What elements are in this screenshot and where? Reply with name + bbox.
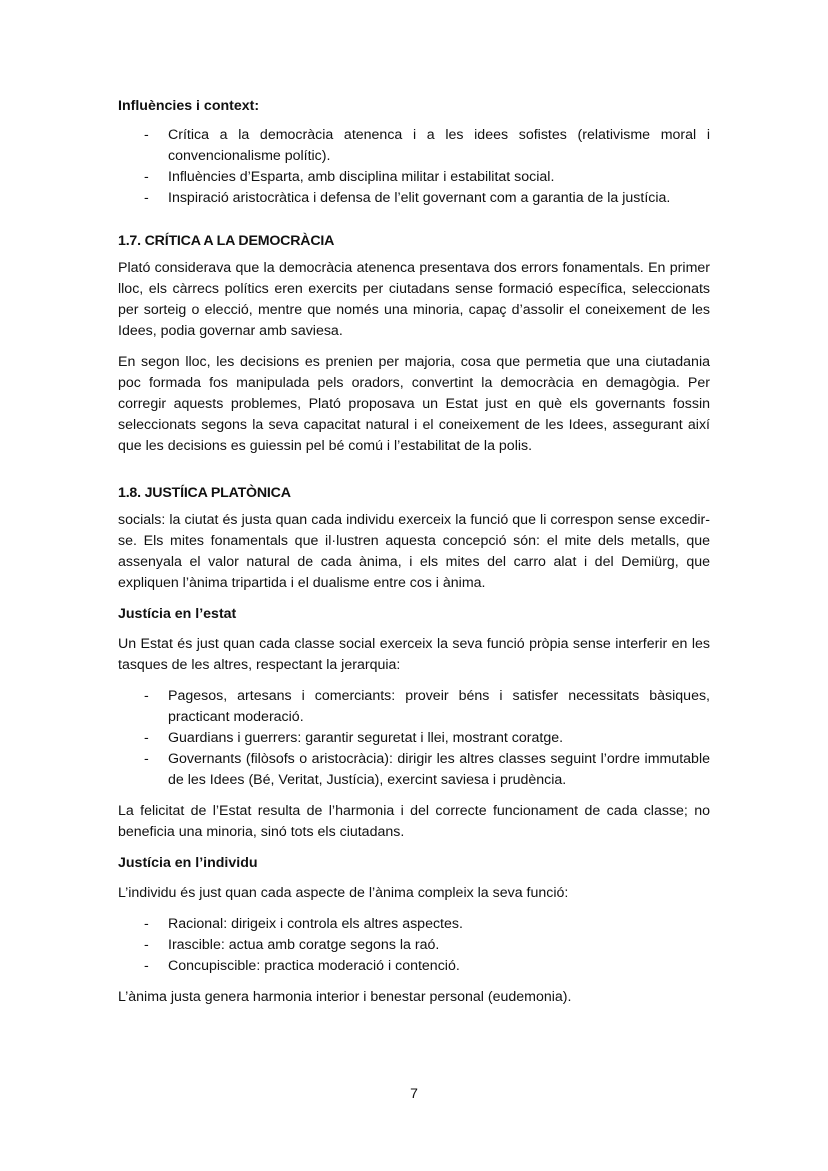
paragraph: L’ànima justa genera harmonia interior i benestar personal (eudemonia). — [118, 989, 572, 1005]
list-item-text: Guardians i guerrers: garantir seguretat i llei, mostrant coratge. — [168, 730, 564, 746]
page-number: 7 — [410, 1085, 418, 1101]
list-marker: - — [144, 730, 149, 746]
list-marker: - — [144, 958, 149, 974]
list-item — [118, 914, 710, 935]
list-item-text: Pagesos, artesans i comerciants: proveir béns i satisfer necessitats bàsiques, practicant moderació. — [168, 688, 710, 725]
list-item — [118, 935, 710, 956]
list-marker: - — [144, 169, 149, 185]
list-marker: - — [144, 688, 149, 704]
list-marker: - — [144, 916, 149, 932]
paragraph: socials: la ciutat és justa quan cada individu exerceix la funció que li correspon sense excedir-se. Els mites fonamentals que il·lustren aquesta concepció són: el mite dels metalls, que assenyala el valor natural de cada ànima, i els mites del carro alat i del Demiürg, que expliquen l’ànima tripartida i el dualisme entre cos i ànima. — [118, 512, 710, 591]
list-item-text: Racional: dirigeix i controla els altres aspectes. — [168, 916, 463, 932]
list-item-text: Crítica a la democràcia atenenca i a les idees sofistes (relativisme moral i convencionalisme polític). — [168, 127, 710, 164]
list-item — [118, 125, 710, 167]
list-marker: - — [144, 127, 149, 143]
state-classes-list — [118, 686, 710, 791]
influences-heading: Influències i context: — [118, 98, 260, 114]
soul-aspects-list — [118, 914, 710, 977]
list-item — [118, 188, 710, 209]
paragraph: En segon lloc, les decisions es prenien per majoria, cosa que permetia que una ciutadania poc formada fos manipulada pels oradors, convertint la democràcia en demagògia. Per corregir aquests problemes, Plató proposava un Estat just en què els governants fossin seleccionats segons la seva capacitat natural i el coneixement de les Idees, assegurant així que les decisions es guiessin pel bé comú i l’estabilitat de la polis. — [118, 354, 710, 454]
paragraph: L’individu és just quan cada aspecte de l’ànima compleix la seva funció: — [118, 885, 569, 901]
list-item — [118, 956, 710, 977]
list-item-text: Governants (filòsofs o aristocràcia): dirigir les altres classes seguint l’ordre immutable de les Idees (Bé, Veritat, Justícia), exercint saviesa i prudència. — [168, 751, 710, 788]
list-item-text: Concupiscible: practica moderació i contenció. — [168, 958, 460, 974]
list-marker: - — [144, 751, 149, 767]
list-item — [118, 686, 710, 728]
list-item-text: Inspiració aristocràtica i defensa de l’elit governant com a garantia de la justícia. — [168, 190, 671, 206]
list-item — [118, 728, 710, 749]
subheading-justicia-estat: Justícia en l’estat — [118, 606, 237, 622]
section-title-critica-democracia: 1.7. CRÍTICA A LA DEMOCRÀCIA — [118, 233, 335, 249]
list-item-text: Irascible: actua amb coratge segons la raó. — [168, 937, 440, 953]
influences-list — [118, 125, 710, 209]
list-item — [118, 749, 710, 791]
list-item — [118, 167, 710, 188]
paragraph: Plató considerava que la democràcia atenenca presentava dos errors fonamentals. En primer lloc, els càrrecs polítics eren exercits per ciutadans sense formació específica, seleccionats per sorteig o elecció, mentre que només una minoria, capaç d’assolir el coneixement de les Idees, podia governar amb saviesa. — [118, 260, 710, 339]
list-marker: - — [144, 190, 149, 206]
list-item-text: Influències d’Esparta, amb disciplina militar i estabilitat social. — [168, 169, 555, 185]
list-marker: - — [144, 937, 149, 953]
paragraph: Un Estat és just quan cada classe social exerceix la seva funció pròpia sense interferir en les tasques de les altres, respectant la jerarquia: — [118, 636, 710, 673]
document-page — [118, 96, 710, 1018]
section-title-justicia-platonica: 1.8. JUSTÍICA PLATÒNICA — [118, 485, 291, 501]
paragraph: La felicitat de l’Estat resulta de l’harmonia i del correcte funcionament de cada classe; no beneficia una minoria, sinó tots els ciutadans. — [118, 803, 710, 840]
subheading-justicia-individu: Justícia en l’individu — [118, 855, 258, 871]
